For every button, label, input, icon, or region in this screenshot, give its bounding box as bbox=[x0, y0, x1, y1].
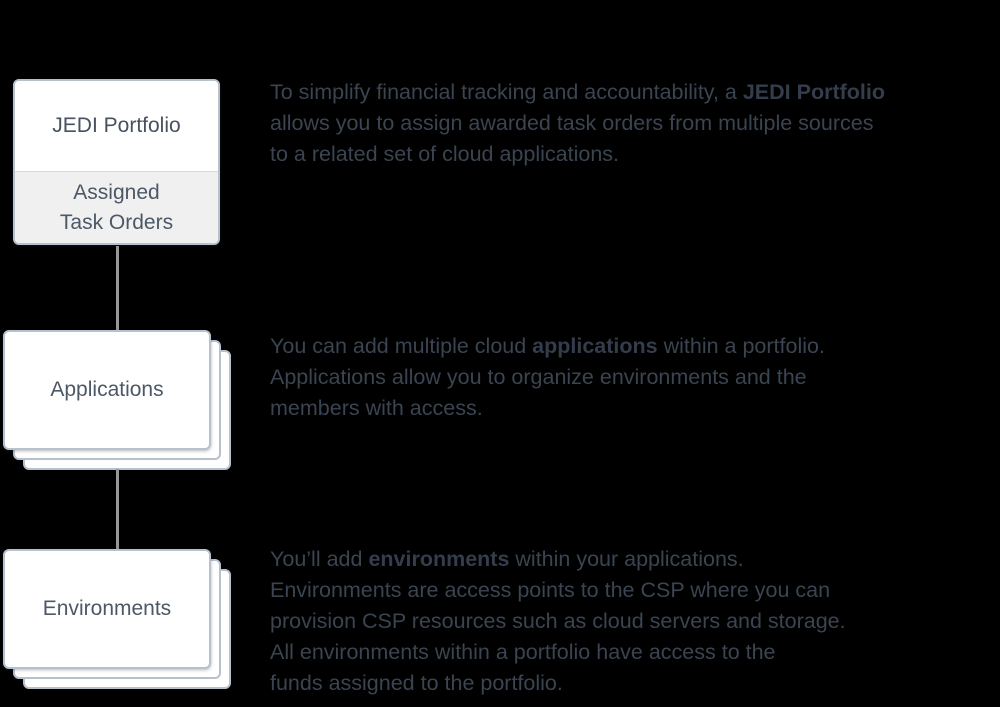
paragraph-line bbox=[270, 77, 885, 108]
paragraph-line bbox=[270, 331, 825, 362]
line-bold-text: environments bbox=[368, 547, 510, 571]
assigned-task-orders-section bbox=[15, 171, 218, 243]
line-text: You’ll add bbox=[270, 547, 369, 571]
line-text: within a portfolio. bbox=[657, 334, 825, 358]
line-text: You can add multiple cloud bbox=[270, 334, 533, 358]
line-bold-text: applications bbox=[532, 334, 658, 358]
environments-description bbox=[270, 544, 846, 699]
applications-card: Applications bbox=[3, 330, 211, 450]
environments-card: Environments bbox=[3, 549, 211, 669]
paragraph-line bbox=[270, 108, 885, 139]
applications-description bbox=[270, 331, 825, 424]
line-text: All environments within a portfolio have access to the bbox=[270, 640, 776, 664]
paragraph-line bbox=[270, 544, 846, 575]
line-text: Environments are access points to the CSP where you can bbox=[270, 578, 831, 602]
paragraph-line bbox=[270, 393, 825, 424]
connector-portfolio-applications bbox=[116, 246, 119, 330]
paragraph-line bbox=[270, 606, 846, 637]
connector-applications-environments bbox=[116, 469, 119, 549]
line-text: members with access. bbox=[270, 396, 483, 420]
paragraph-line bbox=[270, 575, 846, 606]
line-text: within your applications. bbox=[509, 547, 744, 571]
assigned-task-orders-line1: Assigned bbox=[73, 180, 160, 204]
line-bold-text: JEDI Portfolio bbox=[742, 80, 885, 104]
paragraph-line bbox=[270, 637, 846, 668]
jedi-portfolio-card bbox=[13, 79, 220, 245]
line-text: provision CSP resources such as cloud servers and storage. bbox=[270, 609, 846, 633]
line-text: allows you to assign awarded task orders from multiple sources bbox=[270, 111, 874, 135]
line-text: funds assigned to the portfolio. bbox=[270, 671, 563, 695]
jedi-portfolio-card-title: JEDI Portfolio bbox=[15, 81, 218, 171]
line-text: To simplify financial tracking and accountability, a bbox=[270, 80, 743, 104]
assigned-task-orders-line2: Task Orders bbox=[59, 210, 174, 234]
portfolio-description bbox=[270, 77, 885, 170]
environments-card-stack bbox=[3, 549, 234, 692]
applications-card-stack bbox=[3, 330, 234, 473]
line-text: Applications allow you to organize environments and the bbox=[270, 365, 807, 389]
line-text: to a related set of cloud applications. bbox=[270, 142, 619, 166]
paragraph-line bbox=[270, 668, 846, 699]
paragraph-line bbox=[270, 139, 885, 170]
paragraph-line bbox=[270, 362, 825, 393]
